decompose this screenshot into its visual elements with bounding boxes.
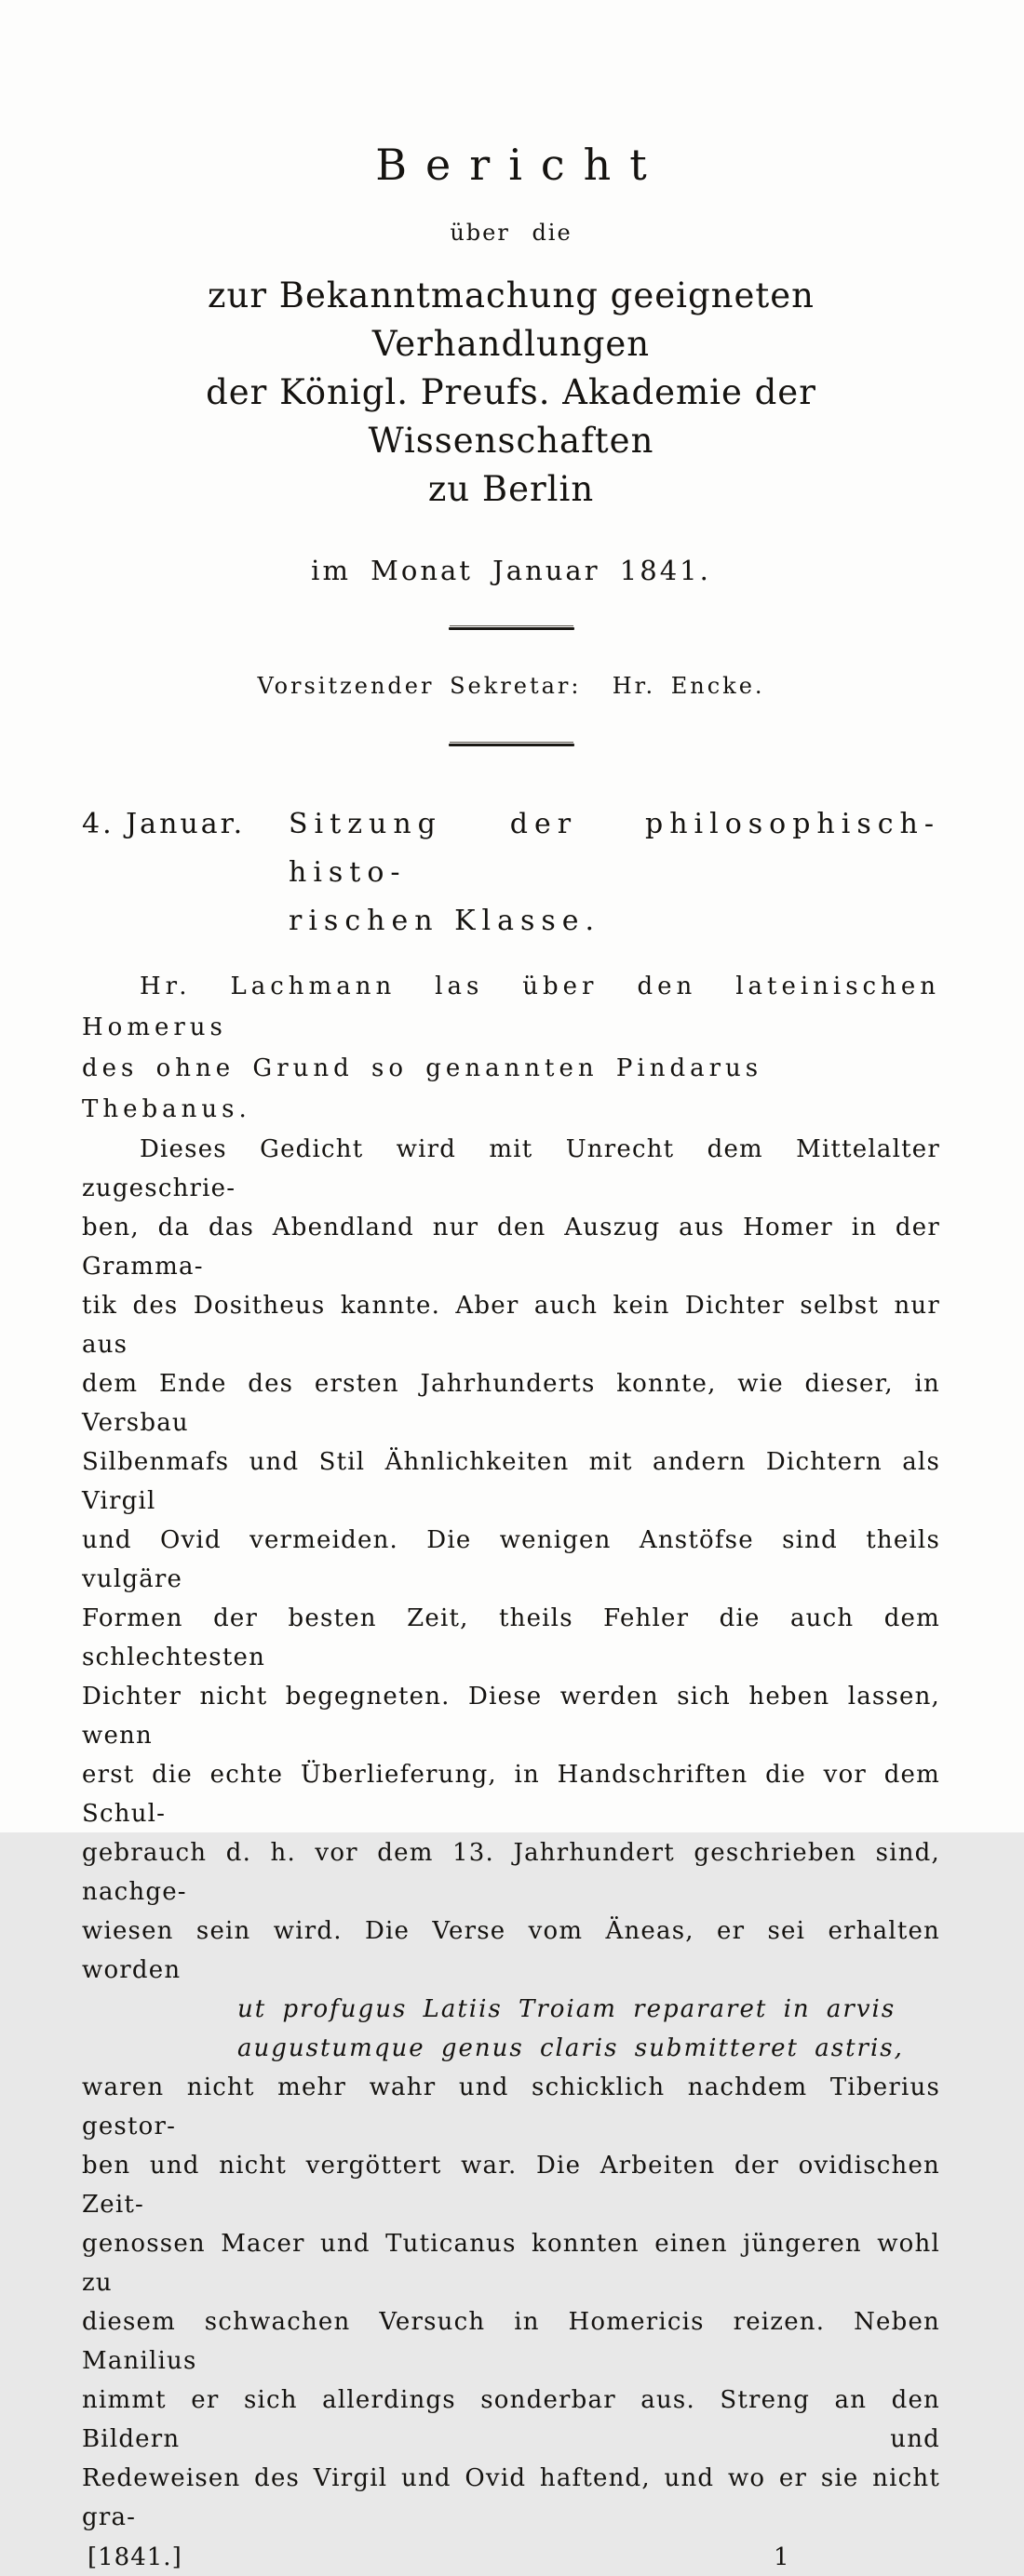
text-line: des ohne Grund so genannten Pindarus Thebanus. xyxy=(82,1054,763,1123)
divider-rule xyxy=(449,627,574,630)
session-heading-line2: rischen Klasse. xyxy=(289,905,601,937)
title-sub: über die xyxy=(450,220,573,246)
verse-line: ut profugus Latiis Troiam repararet in arvis xyxy=(237,1995,896,2023)
lecture-announcement xyxy=(82,966,940,1130)
text-line: genossen Macer und Tuticanus konnten einen jüngeren wohl zu xyxy=(82,2230,940,2297)
divider-rule xyxy=(449,744,574,746)
session-heading xyxy=(82,800,940,946)
report-title: Bericht xyxy=(375,140,666,190)
subtitle-line: der Königl. Preufs. Akademie der Wissenschaften xyxy=(206,372,816,461)
volume-year-label: [1841.] xyxy=(88,2543,182,2571)
text-line: nimmt er sich allerdings sonderbar aus. Streng an den Bildern und xyxy=(82,2386,940,2453)
body-paragraph xyxy=(82,1130,940,1990)
text-line: diesem schwachen Versuch in Homericis reizen. Neben Manilius xyxy=(82,2308,940,2375)
text-line: Formen der besten Zeit, theils Fehler die auch dem schlechtesten xyxy=(82,1604,940,1671)
verse-line: augustumque genus claris submitteret astris, xyxy=(237,2034,904,2062)
page-footer xyxy=(82,2539,940,2576)
text-line: wiesen sein wird. Die Verse vom Äneas, er sei erhalten worden xyxy=(82,1917,940,1984)
body-paragraph-continued xyxy=(82,2068,940,2537)
text-line: tik des Dositheus kannte. Aber auch kein Dichter selbst nur aus xyxy=(82,1292,940,1359)
subtitle-line: zur Bekanntmachung geeigneten Verhandlungen xyxy=(208,275,815,364)
text-line: Redeweisen des Virgil und Ovid haftend, und wo er sie nicht gra- xyxy=(82,2464,940,2531)
text-line: dem Ende des ersten Jahrhunderts konnte, wie dieser, in Versbau xyxy=(82,1370,940,1437)
secretary-line: Vorsitzender Sekretar: Hr. Encke. xyxy=(257,673,765,699)
issue-date-line: im Monat Januar 1841. xyxy=(311,555,711,586)
report-subtitle xyxy=(82,272,940,514)
text-line: Dieses Gedicht wird mit Unrecht dem Mittelalter zugeschrie- xyxy=(82,1135,940,1202)
text-line: Dichter nicht begegneten. Diese werden sich heben lassen, wenn xyxy=(82,1683,940,1750)
latin-verse-quote xyxy=(237,1990,940,2068)
text-line: und Ovid vermeiden. Die wenigen Anstöfse sind theils vulgäre xyxy=(82,1526,940,1593)
text-line: Silbenmafs und Stil Ähnlichkeiten mit andern Dichtern als Virgil xyxy=(82,1448,940,1515)
text-line: erst die echte Überlieferung, in Handschriften die vor dem Schul- xyxy=(82,1761,940,1828)
session-date-label: 4. Januar. xyxy=(82,808,246,840)
text-line: gebrauch d. h. vor dem 13. Jahrhundert geschrieben sind, nachge- xyxy=(82,1839,940,1906)
page-number: 1 xyxy=(774,2543,790,2571)
subtitle-line: zu Berlin xyxy=(427,469,595,509)
session-title-part: Sitzung der philosophisch-histo- xyxy=(289,808,940,889)
text-line: Hr. Lachmann las über den lateinischen Homerus xyxy=(82,973,940,1041)
session-heading-line1 xyxy=(82,800,940,897)
text-line: waren nicht mehr wahr und schicklich nachdem Tiberius gestor- xyxy=(82,2073,940,2140)
text-line: ben, da das Abendland nur den Auszug aus Homer in der Gramma- xyxy=(82,1214,940,1281)
text-line: ben und nicht vergöttert war. Die Arbeiten der ovidischen Zeit- xyxy=(82,2152,940,2219)
